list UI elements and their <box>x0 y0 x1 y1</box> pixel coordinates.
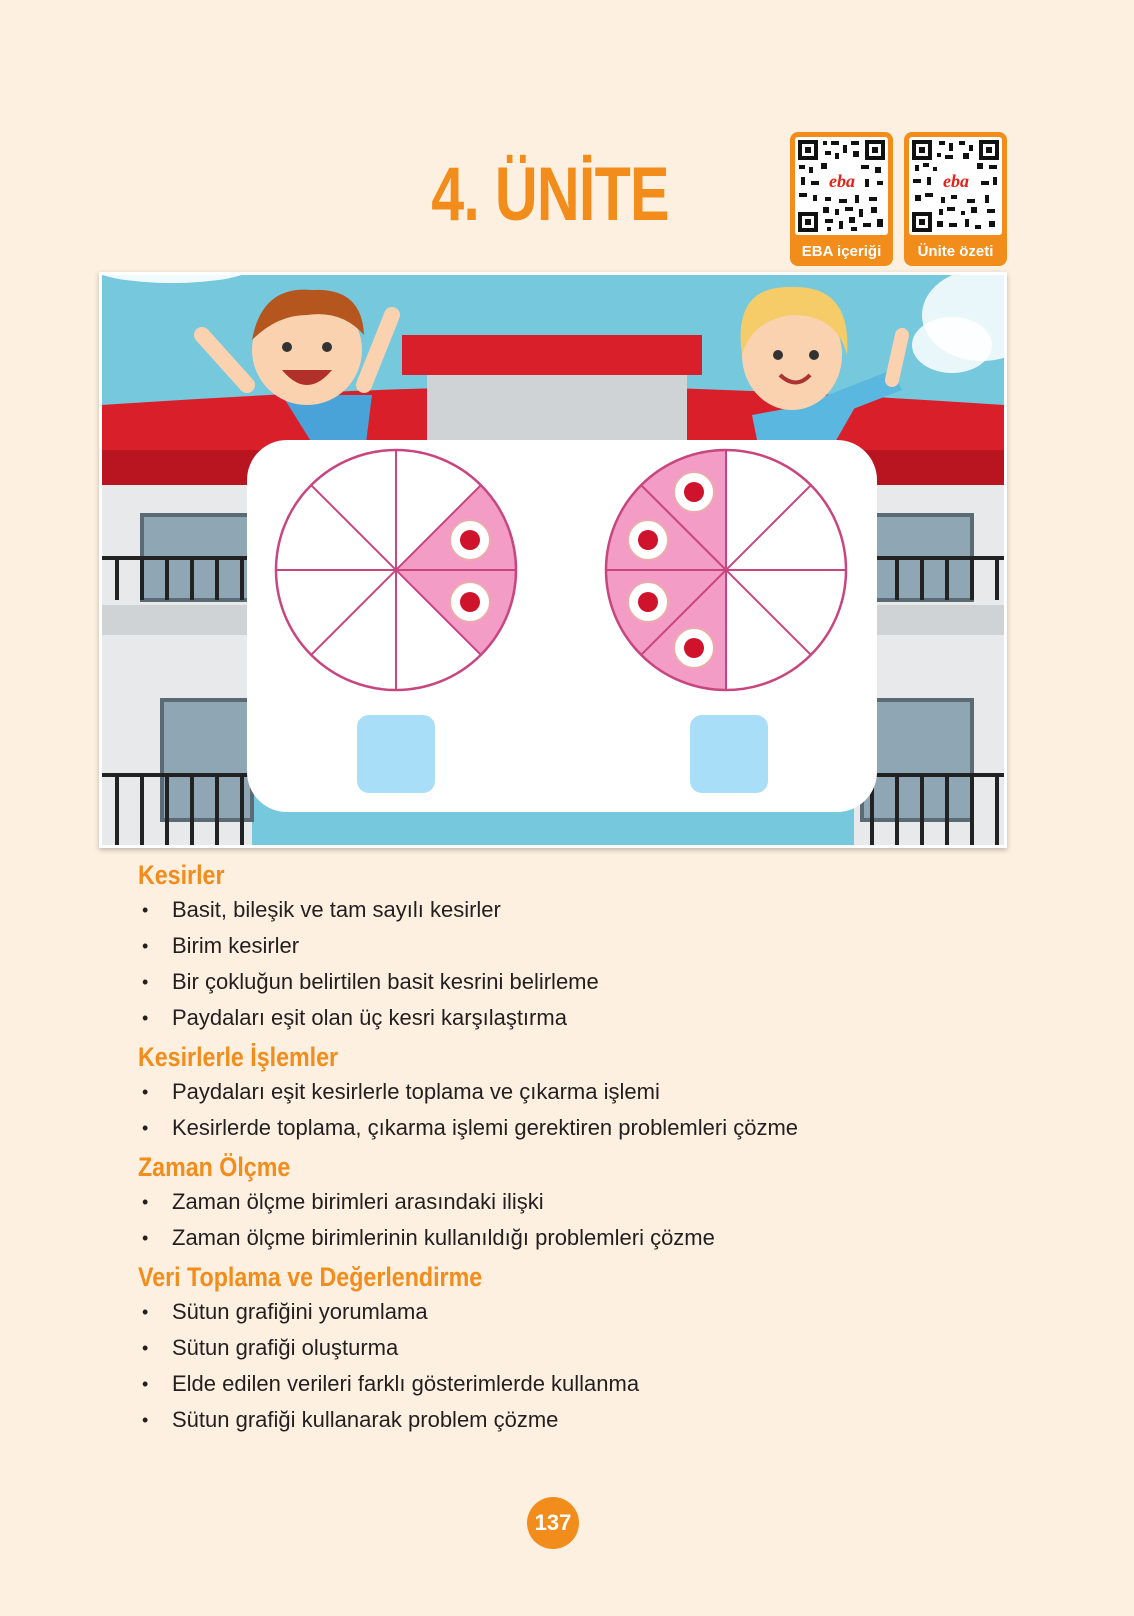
list-item: • Basit, bileşik ve tam sayılı kesirler <box>142 897 501 922</box>
section-title: Kesirler <box>138 860 225 890</box>
list-item: • Kesirlerde toplama, çıkarma işlemi gerektiren problemleri çözme <box>142 1115 799 1140</box>
qr-code-eba-content[interactable] <box>790 132 893 266</box>
cherry-icon <box>450 582 490 622</box>
list-item: • Sütun grafiğini yorumlama <box>142 1299 428 1324</box>
section-veri-toplama <box>138 1260 1018 1438</box>
answer-box-left <box>357 715 435 793</box>
section-title: Kesirlerle İşlemler <box>138 1042 339 1072</box>
list-item: • Elde edilen verileri farklı gösterimlerde kullanma <box>142 1371 640 1396</box>
list-item: • Bir çokluğun belirtilen basit kesrini belirleme <box>142 969 599 994</box>
illustration-scene <box>102 275 1004 845</box>
list-item: • Paydaları eşit olan üç kesri karşılaştırma <box>142 1005 567 1030</box>
section-kesirlerle-islemler <box>138 1040 1018 1146</box>
unit-contents <box>138 858 1018 1438</box>
list-item: • Birim kesirler <box>142 933 300 958</box>
section-title: Veri Toplama ve Değerlendirme <box>138 1262 483 1292</box>
pie-left <box>276 450 516 690</box>
eba-logo: eba <box>943 171 969 191</box>
list-item: • Zaman ölçme birimlerinin kullanıldığı problemleri çözme <box>142 1225 715 1250</box>
list-item: • Sütun grafiği kullanarak problem çözme <box>142 1407 559 1432</box>
section-kesirler <box>138 858 1018 1036</box>
cherry-icon <box>628 520 668 560</box>
qr-caption: EBA içeriği <box>801 243 882 260</box>
list-item: • Zaman ölçme birimleri arasındaki ilişki <box>142 1189 544 1214</box>
unit-title: 4. ÜNİTE <box>431 152 669 237</box>
fraction-illustration <box>99 272 1007 848</box>
section-zaman-olcme <box>138 1150 1018 1256</box>
list-item: • Paydaları eşit kesirlerle toplama ve çıkarma işlemi <box>142 1079 660 1104</box>
qr-code-icon <box>909 137 1002 235</box>
list-item: • Sütun grafiği oluşturma <box>142 1335 399 1360</box>
pie-right <box>606 450 846 690</box>
cherry-icon <box>628 582 668 622</box>
eba-logo: eba <box>829 171 855 191</box>
page-number: 137 <box>527 1497 579 1549</box>
answer-box-right <box>690 715 768 793</box>
section-title: Zaman Ölçme <box>138 1152 291 1182</box>
qr-code-unit-summary[interactable] <box>904 132 1007 266</box>
qr-caption: Ünite özeti <box>917 243 994 260</box>
qr-code-icon <box>795 137 888 235</box>
cherry-icon <box>674 628 714 668</box>
cherry-icon <box>450 520 490 560</box>
cherry-icon <box>674 472 714 512</box>
